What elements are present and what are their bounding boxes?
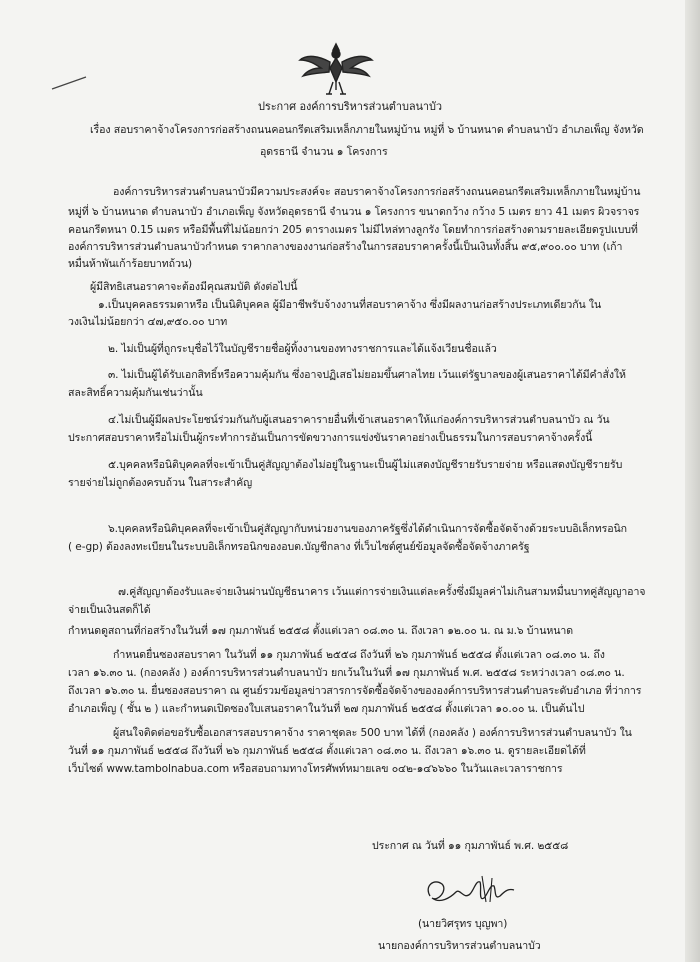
intro-line: องค์การบริหารส่วนตำบลนาบัวมีความประสงค์จะ สอบราคาจ้างโครงการก่อสร้างถนนคอนกรีตเสริมเหล็กภายในหมู่บ้าน (113, 186, 641, 198)
qualification-item: ประกาศสอบราคาหรือไม่เป็นผู้กระทำการอันเป็นการขัดขวางการแข่งขันราคาอย่างเป็นธรรมในการสอบราคาจ้างครั้งนี้ (68, 432, 593, 444)
qualification-item: รายจ่ายไม่ถูกต้องครบถ้วน ในสาระสำคัญ (68, 477, 253, 489)
qualification-item: ๓. ไม่เป็นผู้ได้รับเอกสิทธิ์หรือความคุ้มกัน ซึ่งอาจปฏิเสธไม่ยอมขึ้นศาลไทย เว้นแต่รัฐบาลของผู้เสนอราคาได้มีคำสั่งให้ (108, 369, 626, 381)
subject-line: อุดรธานี จำนวน ๑ โครงการ (260, 146, 388, 158)
intro-line: องค์การบริหารส่วนตำบลนาบัวกำหนด ราคากลางของงานก่อสร้างในการสอบราคาครั้งนี้เป็นเงินทั้งสิ้น ๙๕,๙๐๐.๐๐ บาท (เก้า (68, 241, 623, 253)
announcement-title: ประกาศ องค์การบริหารส่วนตำบลนาบัว (258, 100, 442, 113)
garuda-emblem-icon (297, 38, 375, 100)
qualification-item: ๕.บุคคลหรือนิติบุคคลที่จะเข้าเป็นคู่สัญญาต้องไม่อยู่ในฐานะเป็นผู้ไม่แสดงบัญชีรายรับรายจ่าย หรือแสดงบัญชีรายรับ (108, 459, 623, 471)
documents-line: ผู้สนใจติดต่อขอรับซื้อเอกสารสอบราคาจ้าง ราคาชุดละ 500 บาท ได้ที่ (กองคลัง ) องค์การบริหารส่วนตำบลนาบัว ใน (113, 727, 632, 739)
qualification-item: ๑.เป็นบุคคลธรรมดาหรือ เป็นนิติบุคคล ผู้มีอาชีพรับจ้างงานที่สอบราคาจ้าง ซึ่งมีผลงานก่อสร้างประเภทเดียวกัน ใน (98, 299, 602, 311)
qualification-item: ๖.บุคคลหรือนิติบุคคลที่จะเข้าเป็นคู่สัญญากับหน่วยงานของภาครัฐซึ่งได้ดำเนินการจัดซื้อจัดจ้างด้วยระบบอิเล็กทรอนิก (108, 523, 627, 535)
submission-line: ถึงเวลา ๑๖.๓๐ น. ยื่นซองสอบราคา ณ ศูนย์รวมข้อมูลข่าวสารการจัดซื้อจัดจ้างขององค์การบริหารส่วนตำบลระดับอำเภอ ที่ว่าการ (68, 685, 642, 697)
submission-line: เวลา ๑๖.๓๐ น. (กองคลัง ) องค์การบริหารส่วนตำบลนาบัว ยกเว้นในวันที่ ๑๗ กุมภาพันธ์ พ.ศ. ๒๕๕๘ ระหว่างเวลา ๐๘.๓๐ น. (68, 667, 625, 679)
qualification-item: ๗.คู่สัญญาต้องรับและจ่ายเงินผ่านบัญชีธนาคาร เว้นแต่การจ่ายเงินแต่ละครั้งซึ่งมีมูลค่าไม่เกินสามหมื่นบาทคู่สัญญาอาจ (118, 586, 646, 598)
documents-line: เว็บไซต์ www.tambolnabua.com หรือสอบถามทางโทรศัพท์หมายเลข ๐๔๒-๑๔๖๖๖๐ ในวันและเวลาราชการ (68, 763, 563, 775)
subject-line: เรื่อง สอบราคาจ้างโครงการก่อสร้างถนนคอนกรีตเสริมเหล็กภายในหมู่บ้าน หมู่ที่ ๖ บ้านหนาด ตำบลนาบัว อำเภอเพ็ญ จังหวัด (90, 124, 644, 136)
intro-line: หมู่ที่ ๖ บ้านหนาด ตำบลนาบัว อำเภอเพ็ญ จังหวัดอุดรธานี จำนวน ๑ โครงการ ขนาดกว้าง กว้าง 5 เมตร ยาว 41 เมตร ผิวจราจร (68, 206, 640, 218)
intro-line: หมื่นห้าพันเก้าร้อยบาทถ้วน) (68, 258, 193, 270)
signer-name: (นายวิศรุทร บุญพา) (418, 918, 508, 930)
qualification-item: ๒. ไม่เป็นผู้ที่ถูกระบุชื่อไว้ในบัญชีรายชื่อผู้ทิ้งงานของทางราชการและได้แจ้งเวียนชื่อแล้ว (108, 343, 497, 355)
qualification-item: ( e-gp) ต้องลงทะเบียนในระบบอิเล็กทรอนิกของอบต.บัญชีกลาง ที่เว็บไซต์ศูนย์ข้อมูลจัดซื้อจัดจ้างภาครัฐ (68, 541, 530, 553)
qualifications-heading: ผู้มีสิทธิเสนอราคาจะต้องมีคุณสมบัติ ดังต่อไปนี้ (90, 281, 298, 293)
handwritten-signature (420, 872, 520, 912)
signer-title: นายกองค์การบริหารส่วนตำบลนาบัว (378, 940, 541, 952)
page-edge-shadow (685, 0, 700, 962)
site-visit-line: กำหนดดูสถานที่ก่อสร้างในวันที่ ๑๗ กุมภาพันธ์ ๒๕๕๘ ตั้งแต่เวลา ๐๘.๓๐ น. ถึงเวลา ๑๒.๐๐ น. ณ ม.๖ บ้านหนาด (68, 625, 574, 637)
qualification-item: จ่ายเป็นเงินสดก็ได้ (68, 604, 151, 616)
qualification-item: วงเงินไม่น้อยกว่า ๔๗,๙๕๐.๐๐ บาท (68, 316, 228, 328)
pen-stroke-mark (50, 74, 88, 92)
submission-line: อำเภอเพ็ญ ( ชั้น ๒ ) และกำหนดเปิดซองใบเสนอราคาในวันที่ ๒๗ กุมภาพันธ์ ๒๕๕๘ ตั้งแต่เวลา ๑๐.๐๐ น. เป็นต้นไป (68, 703, 585, 715)
submission-line: กำหนดยื่นซองสอบราคา ในวันที่ ๑๑ กุมภาพันธ์ ๒๕๕๘ ถึงวันที่ ๒๖ กุมภาพันธ์ ๒๕๕๘ ตั้งแต่เวลา ๐๘.๓๐ น. ถึง (113, 649, 605, 661)
qualification-item: ๔.ไม่เป็นผู้มีผลประโยชน์ร่วมกันกับผู้เสนอราคารายอื่นที่เข้าเสนอราคาให้แก่องค์การบริหารส่วนตำบลนาบัว ณ วัน (108, 414, 610, 426)
documents-line: วันที่ ๑๑ กุมภาพันธ์ ๒๕๕๘ ถึงวันที่ ๒๖ กุมภาพันธ์ ๒๕๕๘ ตั้งแต่เวลา ๐๘.๓๐ น. ถึงเวลา ๑๖.๓๐ น. ดูรายละเอียดได้ที่ (68, 745, 586, 757)
announce-date: ประกาศ ณ วันที่ ๑๑ กุมภาพันธ์ พ.ศ. ๒๕๕๘ (372, 840, 569, 852)
qualification-item: สละสิทธิ์ความคุ้มกันเช่นว่านั้น (68, 387, 203, 399)
intro-line: คอนกรีตหนา 0.15 เมตร หรือมีพื้นที่ไม่น้อยกว่า 205 ตารางเมตร ไม่มีไหล่ทางลูกรัง โดยทำการก่อสร้างตามรายละเอียดรูปแบบที่ (68, 224, 638, 236)
